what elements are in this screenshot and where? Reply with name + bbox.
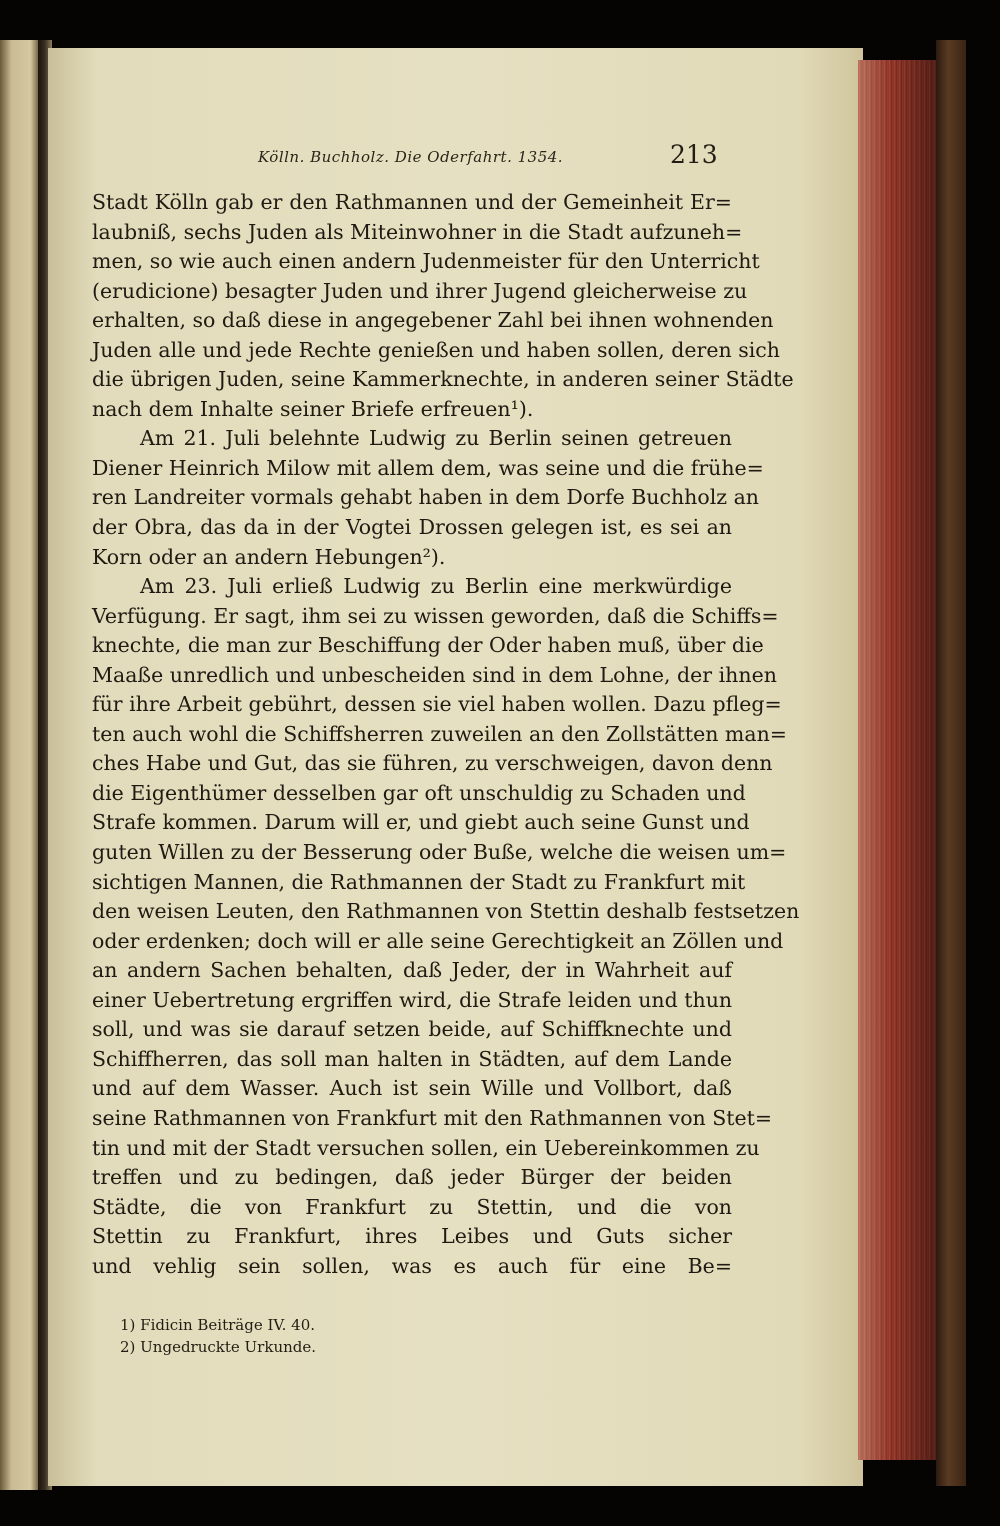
text-line: Diener Heinrich Milow mit allem dem, was seine und die frühe= — [92, 455, 764, 480]
footnote-1: 1) Fidicin Beiträge IV. 40. — [120, 1316, 316, 1334]
page-number: 213 — [670, 140, 718, 169]
text-line: für ihre Arbeit gebührt, dessen sie viel haben wollen. Dazu pfleg= — [92, 692, 782, 717]
text-line: der Obra, das da in der Vogtei Drossen gelegen ist, es sei an — [92, 515, 732, 540]
text-line: tin und mit der Stadt versuchen sollen, ein Uebereinkommen zu — [92, 1135, 760, 1160]
text-line: Korn oder an andern Hebungen²). — [92, 544, 446, 569]
text-line: laubniß, sechs Juden als Miteinwohner in die Stadt aufzuneh= — [92, 219, 743, 244]
text-line: ches Habe und Gut, das sie führen, zu verschweigen, davon denn — [92, 751, 773, 776]
text-line: oder erdenken; doch will er alle seine Gerechtigkeit an Zöllen und — [92, 928, 784, 953]
text-line: Städte, die von Frankfurt zu Stettin, und die von — [92, 1194, 732, 1219]
running-header: Kölln. Buchholz. Die Oderfahrt. 1354. — [258, 148, 564, 166]
footnote-2: 2) Ungedruckte Urkunde. — [120, 1338, 317, 1356]
text-line: seine Rathmannen von Frankfurt mit den Rathmannen von Stet= — [92, 1105, 773, 1130]
text-line: und auf dem Wasser. Auch ist sein Wille und Vollbort, daß — [92, 1076, 732, 1101]
text-line: Strafe kommen. Darum will er, und giebt auch seine Gunst und — [92, 810, 750, 835]
text-line: den weisen Leuten, den Rathmannen von Stettin deshalb festsetzen — [92, 899, 800, 924]
text-line: ren Landreiter vormals gehabt haben in dem Dorfe Buchholz an — [92, 485, 760, 510]
text-line: nach dem Inhalte seiner Briefe erfreuen¹). — [92, 396, 534, 421]
text-line: die übrigen Juden, seine Kammerknechte, in anderen seiner Städte — [92, 367, 794, 392]
text-line: soll, und was sie darauf setzen beide, auf Schiffknechte und — [92, 1017, 732, 1042]
text-line: Stadt Kölln gab er den Rathmannen und der Gemeinheit Er= — [92, 190, 732, 214]
text-line: (erudicione) besagter Juden und ihrer Jugend gleicherweise zu — [92, 278, 748, 303]
text-line: Verfügung. Er sagt, ihm sei zu wissen geworden, daß die Schiffs= — [92, 603, 779, 628]
text-line: Juden alle und jede Rechte genießen und haben sollen, deren sich — [92, 337, 780, 362]
text-line: Schiffherren, das soll man halten in Städten, auf dem Lande — [92, 1046, 732, 1071]
text-line: an andern Sachen behalten, daß Jeder, der in Wahrheit auf — [92, 958, 732, 983]
text-line: knechte, die man zur Beschiffung der Oder haben muß, über die — [92, 633, 764, 658]
text-line: die Eigenthümer desselben gar oft unschuldig zu Schaden und — [92, 780, 746, 805]
footnotes — [120, 1314, 316, 1358]
facing-page-edge — [0, 40, 38, 1490]
text-line: guten Willen zu der Besserung oder Buße, welche die weisen um= — [92, 840, 787, 865]
page-edges-shade — [858, 60, 938, 1460]
text-line: einer Uebertretung ergriffen wird, die Strafe leiden und thun — [92, 987, 733, 1012]
text-line: und vehlig sein sollen, was es auch für eine Be= — [92, 1253, 732, 1278]
text-line: erhalten, so daß diese in angegebener Zahl bei ihnen wohnenden — [92, 308, 774, 333]
body-text — [92, 188, 800, 1281]
text-line: men, so wie auch einen andern Judenmeister für den Unterricht — [92, 249, 760, 274]
text-line: Maaße unredlich und unbescheiden sind in dem Lohne, der ihnen — [92, 662, 777, 687]
book-cover-edge — [936, 40, 966, 1486]
text-line: Am 21. Juli belehnte Ludwig zu Berlin seinen getreuen — [140, 426, 732, 451]
text-line: Stettin zu Frankfurt, ihres Leibes und Guts sicher — [92, 1224, 732, 1249]
text-line: treffen und zu bedingen, daß jeder Bürger der beiden — [92, 1165, 732, 1190]
text-line: sichtigen Mannen, die Rathmannen der Stadt zu Frankfurt mit — [92, 869, 746, 894]
text-line: ten auch wohl die Schiffsherren zuweilen an den Zollstätten man= — [92, 721, 787, 746]
text-line: Am 23. Juli erließ Ludwig zu Berlin eine merkwürdige — [140, 574, 732, 599]
